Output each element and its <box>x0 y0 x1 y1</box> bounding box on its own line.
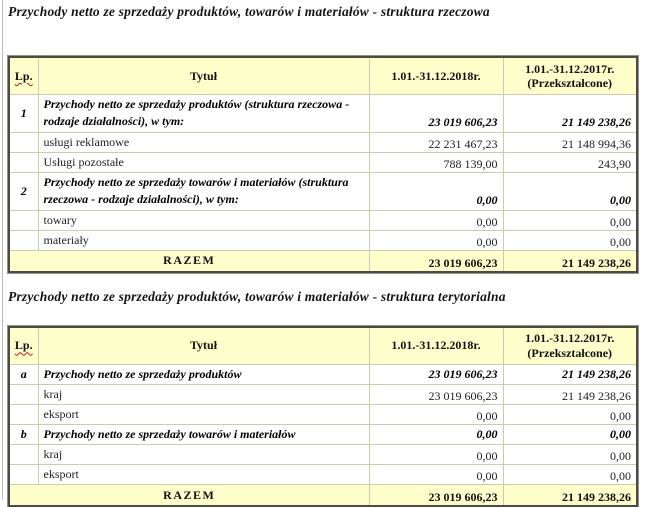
col-header-2018: 1.01.-31.12.2018r. <box>369 327 503 365</box>
section-title-struktura-rzeczowa: Przychody netto ze sprzedaży produktów, towarów i materiałów - struktura rzeczowa <box>8 4 490 19</box>
total-label: RAZEM <box>9 485 369 507</box>
value-2017: 0,00 <box>503 404 637 424</box>
value-2017: 21 148 994,36 <box>503 132 637 152</box>
table-header-row <box>9 327 637 365</box>
col-header-2018: 1.01.-31.12.2018r. <box>369 57 503 95</box>
col-header-2017: 1.01.-31.12.2017r. (Przekształcone) <box>503 57 637 95</box>
lp-label: Lp. <box>14 68 33 83</box>
row-lp <box>9 445 38 465</box>
col-header-tytul: Tytuł <box>38 57 369 95</box>
table-row <box>9 465 637 485</box>
row-title: Usługi pozostałe <box>38 152 369 172</box>
row-lp <box>9 132 38 152</box>
value-2018: 0,00 <box>369 210 503 230</box>
value-2017: 0,00 <box>503 424 637 444</box>
table-row <box>9 445 637 465</box>
row-lp <box>9 404 38 424</box>
table-header-row <box>9 57 637 95</box>
value-2018: 0,00 <box>369 445 503 465</box>
table-struktura-rzeczowa <box>8 56 638 273</box>
row-title: Przychody netto ze sprzedaży towarów i materiałów (struktura rzeczowa - rodzaje działalności), w tym: <box>38 172 369 210</box>
row-lp: a <box>9 364 38 384</box>
row-lp <box>9 230 38 250</box>
value-2018: 23 019 606,23 <box>369 364 503 384</box>
value-2018: 0,00 <box>369 404 503 424</box>
row-title: kraj <box>38 445 369 465</box>
value-2017: 243,90 <box>503 152 637 172</box>
row-title: Przychody netto ze sprzedaży produktów (struktura rzeczowa - rodzaje działalności), w tym: <box>38 95 369 133</box>
row-title: usługi reklamowe <box>38 132 369 152</box>
value-2017: 0,00 <box>503 172 637 210</box>
page-left-edge <box>2 0 3 500</box>
total-2018: 23 019 606,23 <box>369 485 503 507</box>
row-lp: 2 <box>9 172 38 210</box>
col-header-lp <box>9 57 38 95</box>
table-row-section-b <box>9 424 637 444</box>
row-lp: 1 <box>9 95 38 133</box>
table-total-row <box>9 485 637 507</box>
row-lp <box>9 465 38 485</box>
col-header-2017: 1.01.-31.12.2017r. (Przekształcone) <box>503 327 637 365</box>
total-label: RAZEM <box>9 250 369 272</box>
row-title: materiały <box>38 230 369 250</box>
col-header-lp <box>9 327 38 365</box>
section-title-struktura-terytorialna: Przychody netto ze sprzedaży produktów, towarów i materiałów - struktura terytorialna <box>8 288 506 304</box>
table-row <box>9 152 637 172</box>
row-title: eksport <box>38 404 369 424</box>
table-total-row <box>9 250 637 272</box>
value-2018: 23 019 606,23 <box>369 384 503 404</box>
row-lp <box>9 384 38 404</box>
row-title: kraj <box>38 384 369 404</box>
value-2017: 21 149 238,26 <box>503 384 637 404</box>
row-title: Przychody netto ze sprzedaży produktów <box>38 364 369 384</box>
value-2018: 788 139,00 <box>369 152 503 172</box>
row-title: eksport <box>38 465 369 485</box>
table-row <box>9 384 637 404</box>
table-row-section-a <box>9 364 637 384</box>
row-lp <box>9 152 38 172</box>
row-title: towary <box>38 210 369 230</box>
value-2017: 21 149 238,26 <box>503 364 637 384</box>
table-row <box>9 230 637 250</box>
table-row <box>9 210 637 230</box>
value-2017: 0,00 <box>503 465 637 485</box>
row-lp <box>9 210 38 230</box>
value-2018: 0,00 <box>369 465 503 485</box>
value-2018: 23 019 606,23 <box>369 95 503 133</box>
row-lp: b <box>9 424 38 444</box>
value-2017: 0,00 <box>503 445 637 465</box>
total-2017: 21 149 238,26 <box>503 250 637 272</box>
value-2017: 0,00 <box>503 230 637 250</box>
value-2018: 0,00 <box>369 424 503 444</box>
value-2017: 21 149 238,26 <box>503 95 637 133</box>
total-2018: 23 019 606,23 <box>369 250 503 272</box>
value-2018: 0,00 <box>369 230 503 250</box>
value-2018: 22 231 467,23 <box>369 132 503 152</box>
table-row <box>9 404 637 424</box>
table-struktura-terytorialna <box>8 326 638 507</box>
row-title: Przychody netto ze sprzedaży towarów i materiałów <box>38 424 369 444</box>
table-row-section-2 <box>9 172 637 210</box>
lp-label: Lp. <box>14 338 33 353</box>
table-row-section-1 <box>9 95 637 133</box>
table-row <box>9 132 637 152</box>
value-2017: 0,00 <box>503 210 637 230</box>
total-2017: 21 149 238,26 <box>503 485 637 507</box>
value-2018: 0,00 <box>369 172 503 210</box>
col-header-tytul: Tytuł <box>38 327 369 365</box>
